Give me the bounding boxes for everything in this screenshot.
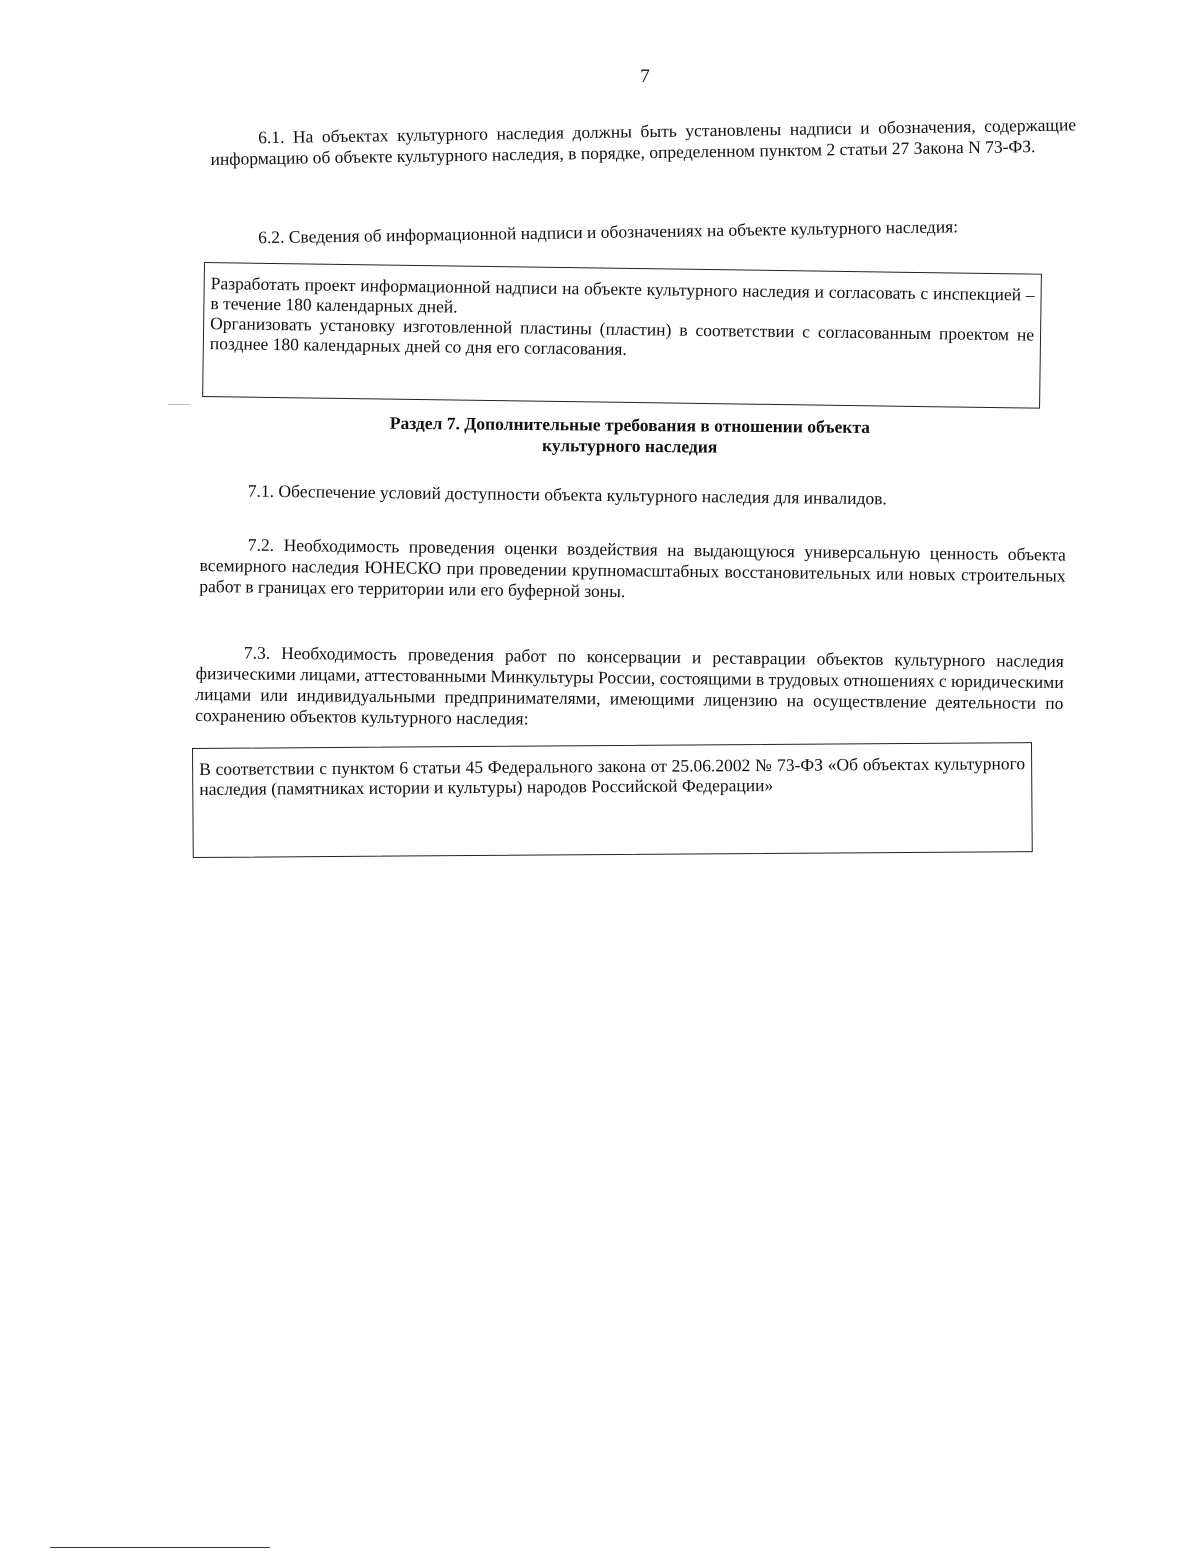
paragraph-6-1-text: 6.1. На объектах культурного наследия должны быть установлены надписи и обозначения, содержащие информацию об объекте культурного наследия, в порядке, определенном пунктом 2 статьи 27 Закона N 73-ФЗ. xyxy=(210,114,1077,169)
section-7-title-line-1: Раздел 7. Дополнительные требования в отношении объекта xyxy=(389,412,871,437)
indent xyxy=(210,143,258,144)
indent xyxy=(200,496,248,497)
paragraph-7-3 xyxy=(195,642,1064,735)
indent xyxy=(200,550,248,551)
section-7-title-line-2: культурного наследия xyxy=(542,435,718,457)
paragraph-7-2 xyxy=(199,534,1066,608)
paragraph-6-2 xyxy=(210,215,1066,249)
indent xyxy=(210,243,258,244)
info-inscription-box xyxy=(202,262,1042,409)
page-number: 7 xyxy=(640,66,650,87)
paragraph-7-1 xyxy=(200,480,996,511)
indent xyxy=(196,658,244,659)
paragraph-7-1-text: 7.1. Обеспечение условий доступности объекта культурного наследия для инвалидов. xyxy=(247,480,887,509)
info-inscription-line-1: Разработать проект информационной надписи на объекте культурного наследия и согласовать с инспекцией – в течение 180 календарных дней. xyxy=(210,273,1035,317)
footnote-rule xyxy=(50,1547,270,1548)
paragraph-7-3-text: 7.3. Необходимость проведения работ по консервации и реставрации объектов культурного наследия физическими лицами, аттестованными Минкультуры России, состоящими в трудовых отношениях с юридическими лицами или индивидуальными предпринимателями, имеющими лицензию на осуществление деятельности по сохранению объектов культурного наследия: xyxy=(195,642,1064,729)
law-reference-box xyxy=(192,742,1033,858)
paragraph-6-2-text: 6.2. Сведения об информационной надписи и обозначениях на объекте культурного наследия: xyxy=(257,216,959,248)
scan-artifact xyxy=(168,404,190,405)
section-7-title xyxy=(300,412,960,460)
paragraph-6-1 xyxy=(210,114,1077,170)
law-reference-text: В соответствии с пунктом 6 статьи 45 Федерального закона от 25.06.2002 № 73-ФЗ «Об объектах культурного наследия (памятниках истории и культуры) народов Российской Федерации» xyxy=(199,753,1026,799)
paragraph-7-2-text: 7.2. Необходимость проведения оценки воздействия на выдающуюся универсальную ценность объекта всемирного наследия ЮНЕСКО при проведении крупномасштабных восстановительных или новых строительных работ в границах его территории или его буферной зоны. xyxy=(199,534,1066,602)
info-inscription-line-2: Организовать установку изготовленной пластины (пластин) в соответствии с согласованным проектом не позднее 180 календарных дней со дня его согласования. xyxy=(209,313,1035,359)
